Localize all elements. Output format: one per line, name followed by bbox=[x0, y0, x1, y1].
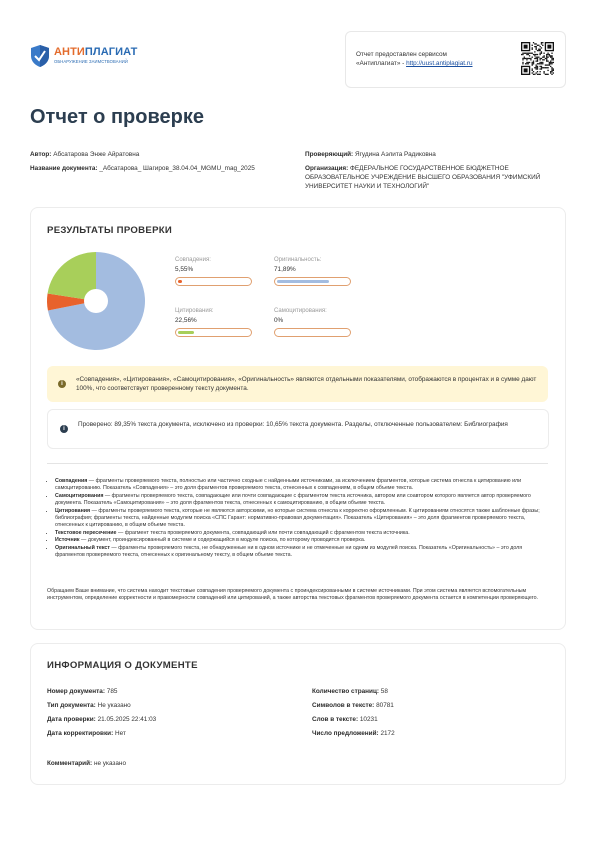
logo-tagline: ОБНАРУЖЕНИЕ ЗАИМСТВОВАНИЙ bbox=[54, 59, 128, 64]
definitions-list bbox=[47, 478, 547, 559]
doc-number: Номер документа: 785 bbox=[47, 688, 118, 695]
page-title: Отчет о проверке bbox=[30, 106, 204, 128]
definition-item: • Цитирования — фрагменты проверяемого текста, которые не являются авторскими, но которые система отнесла к корректно оформленным. К цитированиям относятся также шаблонные фразы; библиография; фрагменты текста, найденные модулем поиска «СПС Гарант: нормативно-правовая документация». Показатель «Цитирования» – это доля фрагментов проверяемого текста, отнесенных к цитированию, в общем объеме текста. bbox=[55, 508, 547, 530]
stat-originality bbox=[274, 257, 351, 286]
docname-line: Название документа: _Абсатарова_ Шагиров_38.04.04_MGMU_mag_2025 bbox=[30, 165, 255, 172]
service-text: Отчет предоставлен сервисом «Антиплагиат» - http://uust.antiplagiat.ru bbox=[356, 51, 473, 67]
percent-note-text: «Совпадения», «Цитирования», «Самоцитирования», «Оригинальность» являются отдельными показателями, отображаются в процентах и в сумме дают 100%, что соответствует проверенному тексту документа. bbox=[76, 376, 537, 392]
results-title: РЕЗУЛЬТАТЫ ПРОВЕРКИ bbox=[47, 225, 173, 236]
definition-item: • Совпадения — фрагменты проверяемого текста, полностью или частично сходные с найденными источниками, за исключением фрагментов, которые система отнесла к цитированию или самоцитированию. Показатель «Совпадения» – это доля фрагментов проверяемого текста, отнесенных к совпадениям, в общем объеме текста. bbox=[55, 478, 547, 493]
stat-citations-bar bbox=[175, 328, 252, 337]
info-icon: i bbox=[60, 425, 68, 433]
stat-selfcitations-bar bbox=[274, 328, 351, 337]
shield-logo-icon bbox=[30, 44, 50, 68]
stat-citations bbox=[175, 308, 252, 337]
stat-matches-label: Совпадения: bbox=[175, 257, 211, 263]
document-info-title: ИНФОРМАЦИЯ О ДОКУМЕНТЕ bbox=[47, 660, 198, 671]
stat-citations-label: Цитирования: bbox=[175, 308, 214, 314]
logo-name: АНТИПЛАГИАТ bbox=[54, 46, 138, 58]
stat-matches bbox=[175, 257, 252, 286]
author-line: Автор: Абсатарова Энже Айратовна bbox=[30, 151, 140, 158]
stat-matches-bar bbox=[175, 277, 252, 286]
stat-selfcitations-value: 0% bbox=[274, 317, 284, 324]
stat-originality-label: Оригинальность: bbox=[274, 257, 322, 263]
char-count: Символов в тексте: 80781 bbox=[312, 702, 394, 709]
stat-matches-value: 5,55% bbox=[175, 266, 194, 273]
definition-item: • Самоцитирования — фрагменты проверяемого текста, совпадающие или почти совпадающие с фрагментом текста источника, автором или соавтором которого является автор проверяемого документа. Показатель «Самоцитирования» – это доля фрагментов текста, отнесенных к самоцитированию, в общем объеме текста. bbox=[55, 493, 547, 508]
checker-line: Проверяющий: Ягудина Аэлита Радиковна bbox=[305, 151, 436, 158]
stat-selfcitations bbox=[274, 308, 351, 337]
sentence-count: Число предложений: 2172 bbox=[312, 730, 395, 737]
stat-citations-value: 22,56% bbox=[175, 317, 197, 324]
stat-originality-bar bbox=[274, 277, 351, 286]
qr-code-icon bbox=[521, 42, 554, 75]
results-pie-chart bbox=[46, 251, 146, 351]
doc-type: Тип документа: Не указано bbox=[47, 702, 131, 709]
organization-line: Организация: ФЕДЕРАЛЬНОЕ ГОСУДАРСТВЕННОЕ БЮДЖЕТНОЕ ОБРАЗОВАТЕЛЬНОЕ УЧРЕЖДЕНИЕ ВЫСШЕГО ОБРАЗОВАНИЯ "УФИМСКИЙ УНИВЕРСИТЕТ НАУКИ И ТЕХНОЛОГИЙ" bbox=[305, 165, 541, 190]
page-count: Количество страниц: 58 bbox=[312, 688, 388, 695]
divider bbox=[47, 463, 548, 464]
definition-item: • Источник — документ, проиндексированный в системе и содержащийся в модуле поиска, по которому проводится проверка. bbox=[55, 537, 547, 544]
stat-originality-value: 71,89% bbox=[274, 266, 296, 273]
service-info-box bbox=[345, 31, 566, 88]
definition-item: • Текстовое пересечение — фрагмент текста проверяемого документа, совпадающий или почти совпадающий с фрагментом текста источника. bbox=[55, 530, 547, 537]
stat-selfcitations-label: Самоцитирования: bbox=[274, 308, 327, 314]
checked-note-text: Проверено: 89,35% текста документа, исключено из проверки: 10,65% текста документа. Разделы, отключенные пользователем: Библиография bbox=[78, 421, 508, 428]
checked-note bbox=[47, 409, 549, 449]
disclaimer: Обращаем Ваше внимание, что система находит текстовые совпадения проверяемого документа с проиндексированными в системе источниками. При этом система является вспомогательным инструментом, определение корректности и правомерности совпадений или цитирований, а также авторства текстовых фрагментов проверяемого документа остается в компетенции проверяющего. bbox=[47, 588, 539, 602]
info-icon: i bbox=[58, 380, 66, 388]
check-date: Дата проверки: 21.05.2025 22:41:03 bbox=[47, 716, 157, 723]
word-count: Слов в тексте: 10231 bbox=[312, 716, 378, 723]
comment: Комментарий: не указано bbox=[47, 760, 126, 767]
antiplagiat-logo bbox=[30, 44, 140, 70]
correction-date: Дата корректировки: Нет bbox=[47, 730, 126, 737]
definition-item: • Оригинальный текст — фрагменты проверяемого текста, не обнаруженные ни в одном источнике и не отмеченные ни одним из модулей поиска. Показатель «Оригинальность» – это доля фрагментов проверяемого текста, отнесенных к оригинальному тексту, в общем объеме текста. bbox=[55, 545, 547, 560]
pie-center-hole bbox=[84, 289, 108, 313]
percent-note bbox=[47, 366, 548, 402]
service-link[interactable]: http://uust.antiplagiat.ru bbox=[406, 60, 473, 67]
